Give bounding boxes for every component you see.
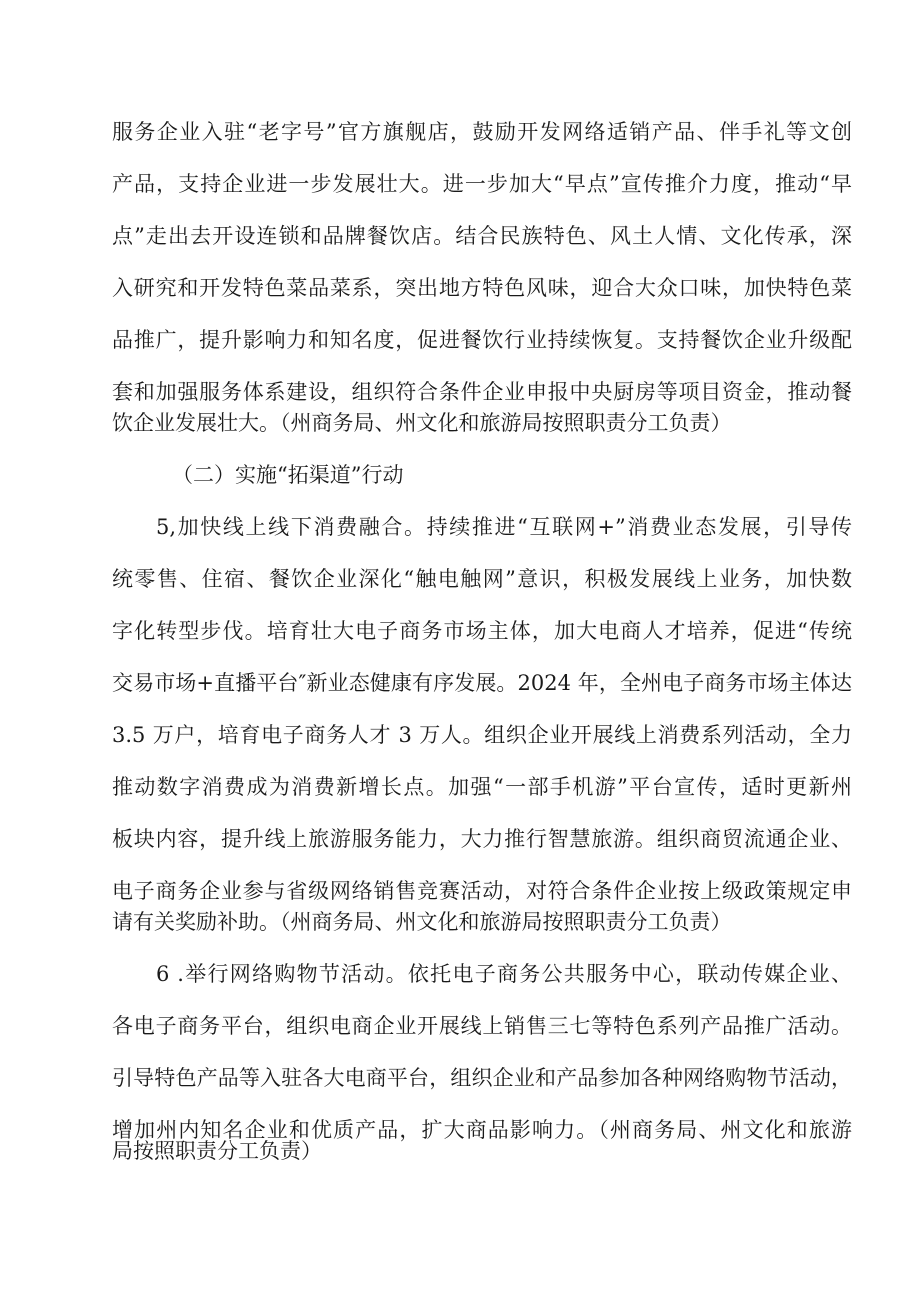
paragraph-line: 交易市场+直播平台″新业态健康有序发展。2024 年，全州电子商务市场主体达 bbox=[112, 671, 852, 695]
paragraph-line: 饮企业发展壮大。（州商务局、州文化和旅游局按照职责分工负责） bbox=[112, 411, 732, 435]
paragraph-line: 产品，支持企业进一步发展壮大。进一步加大“早点”宣传推介力度，推动“早 bbox=[112, 172, 852, 196]
paragraph-line: 局按照职责分工负责） bbox=[112, 1139, 322, 1163]
paragraph-first-line: 5,加快线上线下消费融合。持续推进“互联网+”消费业态发展，引导传 bbox=[156, 515, 852, 539]
paragraph-line: 电子商务企业参与省级网络销售竞赛活动，对符合条件企业按上级政策规定申 bbox=[112, 879, 852, 903]
paragraph-line: 各电子商务平台，组织电商企业开展线上销售三七等特色系列产品推广活动。 bbox=[112, 1014, 852, 1038]
paragraph-line: 增加州内知名企业和优质产品，扩大商品影响力。（州商务局、州文化和旅游 bbox=[112, 1118, 852, 1142]
paragraph-line: 入研究和开发特色菜品菜系，突出地方特色风味，迎合大众口味，加快特色菜 bbox=[112, 276, 852, 300]
paragraph-line: 统零售、住宿、餐饮企业深化“触电触网”意识，积极发展线上业务，加快数 bbox=[112, 567, 852, 591]
paragraph-line: 套和加强服务体系建设，组织符合条件企业申报中央厨房等项目资金，推动餐 bbox=[112, 380, 852, 404]
paragraph-line: 推动数字消费成为消费新增长点。加强“一部手机游”平台宣传，适时更新州 bbox=[112, 775, 852, 799]
paragraph-first-line: 6 .举行网络购物节活动。依托电子商务公共服务中心，联动传媒企业、 bbox=[156, 962, 852, 986]
paragraph-line: 请有关奖励补助。（州商务局、州文化和旅游局按照职责分工负责） bbox=[112, 910, 732, 934]
paragraph-line: 服务企业入驻“老字号”官方旗舰店，鼓励开发网络适销产品、伴手礼等文创 bbox=[112, 120, 852, 144]
paragraph-line: 板块内容，提升线上旅游服务能力，大力推行智慧旅游。组织商贸流通企业、 bbox=[112, 827, 852, 851]
paragraph-line: 品推广，提升影响力和知名度，促进餐饮行业持续恢复。支持餐饮企业升级配 bbox=[112, 328, 852, 352]
paragraph-line: 引导特色产品等入驻各大电商平台，组织企业和产品参加各种网络购物节活动， bbox=[112, 1066, 852, 1090]
paragraph-line: 字化转型步伐。培育壮大电子商务市场主体，加大电商人才培养，促进“传统 bbox=[112, 619, 852, 643]
section-heading: （二）实施“拓渠道”行动 bbox=[172, 463, 404, 487]
paragraph-line: 点”走出去开设连锁和品牌餐饮店。结合民族特色、风土人情、文化传承，深 bbox=[112, 224, 852, 248]
paragraph-line: 3.5 万户，培育电子商务人才 3 万人。组织企业开展线上消费系列活动，全力 bbox=[112, 723, 852, 747]
